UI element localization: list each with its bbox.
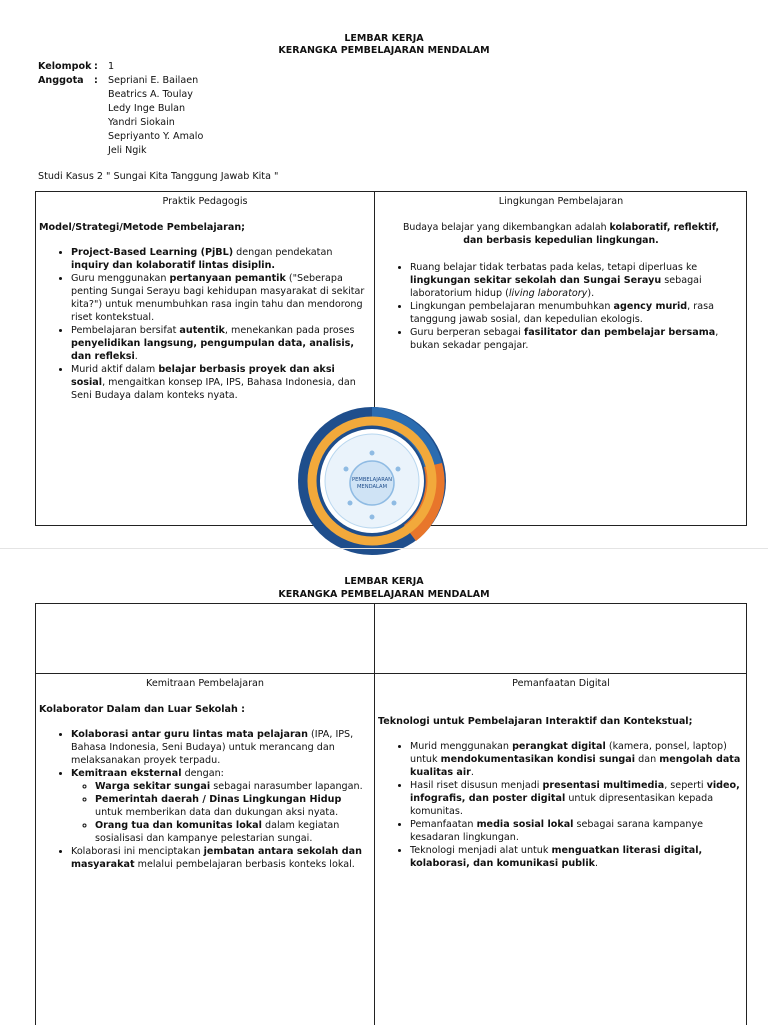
list-item: • Murid menggunakan perangkat digital (kamera, ponsel, laptop) untuk mendokumentasikan kondisi sungai dan mengolah data kualitas air. (410, 740, 744, 779)
group-label: Kelompok (38, 61, 92, 72)
group-info (38, 60, 203, 158)
center-label: MENDALAM (356, 484, 388, 490)
pedagogical-practice-cell (39, 195, 371, 402)
member-name: Yandri Siokain (108, 117, 175, 128)
cell-subheading: Teknologi untuk Pembelajaran Interaktif dan Kontekstual; (378, 716, 693, 727)
bullet-list (378, 740, 744, 870)
learning-environment-cell (378, 195, 744, 352)
colon: : (94, 61, 98, 72)
graphic-dot (370, 515, 375, 520)
group-value: 1 (108, 61, 115, 72)
column-divider (374, 604, 375, 1025)
list-item: • Kemitraan eksternal dengan: ◦ Warga sekitar sungai sebagai narasumber lapangan. ◦ Pemerintah daerah / Dinas Lingkungan Hidup untuk memberikan data dan dukungan aksi nyata. ◦ Orang tua dan komunitas lokal dalam kegiatan sosialisasi dan kampanye pelestarian sungai. (71, 767, 371, 845)
cell-heading: Kemitraan Pembelajaran (146, 678, 264, 689)
bullet-list (378, 261, 744, 352)
cell-intro: Budaya belajar yang dikembangkan adalah kolaboratif, reflektif, dan berbasis kepedulian lingkungan. (402, 222, 720, 246)
worksheet-title: LEMBAR KERJA (344, 33, 424, 44)
deep-learning-framework-graphic (296, 405, 448, 557)
list-item: • Ruang belajar tidak terbatas pada kelas, tetapi diperluas ke lingkungan sekitar sekolah dan Sungai Serayu sebagai laboratorium hidup (living laboratory). (410, 261, 744, 300)
member-name: Beatrics A. Toulay (108, 89, 193, 100)
list-item: ◦ Warga sekitar sungai sebagai narasumber lapangan. (95, 780, 371, 793)
list-item: ◦ Pemerintah daerah / Dinas Lingkungan Hidup untuk memberikan data dan dukungan aksi nyata. (95, 793, 371, 819)
bullet-list (39, 728, 371, 871)
colon: : (94, 75, 98, 86)
members-label: Anggota (38, 75, 84, 86)
graphic-dot (348, 501, 353, 506)
study-case: Studi Kasus 2 " Sungai Kita Tanggung Jawab Kita " (38, 171, 279, 182)
cell-heading: Lingkungan Pembelajaran (498, 196, 624, 207)
list-item: • Guru menggunakan pertanyaan pemantik ("Seberapa penting Sungai Serayu bagi kehidupan masyarakat di sekitar kita?") untuk menumbuhkan rasa ingin tahu dan mendorong riset kontekstual. (71, 272, 371, 324)
sub-bullet-list (71, 780, 371, 845)
list-item: • Murid aktif dalam belajar berbasis proyek dan aksi sosial, mengaitkan konsep IPA, IPS, Bahasa Indonesia, dan Seni Budaya dalam konteks nyata. (71, 363, 371, 402)
graphic-dot (370, 451, 375, 456)
graphic-dot (396, 467, 401, 472)
list-item: • Lingkungan pembelajaran menumbuhkan agency murid, rasa tanggung jawab sosial, dan kepedulian ekologis. (410, 300, 744, 326)
graphic-dot (344, 467, 349, 472)
list-item: • Kolaborasi ini menciptakan jembatan antara sekolah dan masyarakat melalui pembelajaran berbasis konteks lokal. (71, 845, 371, 871)
member-name: Sepriani E. Bailaen (108, 75, 199, 86)
worksheet-subtitle: KERANGKA PEMBELAJARAN MENDALAM (278, 45, 490, 56)
list-item: • Project-Based Learning (PjBL) dengan pendekatan inquiry dan kolaboratif lintas disiplin. (71, 246, 371, 272)
cell-heading: Praktik Pedagogis (162, 196, 248, 207)
list-item: • Pembelajaran bersifat autentik, menekankan pada proses penyelidikan langsung, pengumpulan data, analisis, dan refleksi. (71, 324, 371, 363)
list-item: • Teknologi menjadi alat untuk menguatkan literasi digital, kolaborasi, dan komunikasi publik. (410, 844, 744, 870)
cell-subheading: Model/Strategi/Metode Pembelajaran; (39, 222, 246, 233)
framework-table-bottom (35, 603, 747, 1025)
learning-partnership-cell (39, 677, 371, 871)
center-label: PEMBELAJARAN (351, 477, 393, 483)
worksheet-title: LEMBAR KERJA (344, 576, 424, 587)
list-item: ◦ Orang tua dan komunitas lokal dalam kegiatan sosialisasi dan kampanye pelestarian sungai. (95, 819, 371, 845)
list-item: • Pemanfaatan media sosial lokal sebagai sarana kampanye kesadaran lingkungan. (410, 818, 744, 844)
member-name: Sepriyanto Y. Amalo (108, 131, 204, 142)
members-list (108, 74, 203, 158)
cell-subheading: Kolaborator Dalam dan Luar Sekolah : (39, 704, 245, 715)
row-divider (36, 673, 746, 674)
member-name: Jeli Ngik (108, 145, 147, 156)
graphic-dot (392, 501, 397, 506)
list-item: • Kolaborasi antar guru lintas mata pelajaran (IPA, IPS, Bahasa Indonesia, Seni Budaya) untuk merancang dan melaksanakan proyek terpadu. (71, 728, 371, 767)
list-item: • Hasil riset disusun menjadi presentasi multimedia, seperti video, infografis, dan poster digital untuk dipresentasikan kepada komunitas. (410, 779, 744, 818)
cell-heading: Pemanfaatan Digital (512, 678, 610, 689)
list-item: • Guru berperan sebagai fasilitator dan pembelajar bersama, bukan sekadar pengajar. (410, 326, 744, 352)
worksheet-subtitle: KERANGKA PEMBELAJARAN MENDALAM (278, 589, 490, 600)
digital-utilization-cell (378, 677, 744, 870)
bullet-list (39, 246, 371, 402)
center-circle (350, 461, 394, 505)
member-name: Ledy Inge Bulan (108, 103, 186, 114)
worksheet-page-2 (0, 548, 768, 1025)
